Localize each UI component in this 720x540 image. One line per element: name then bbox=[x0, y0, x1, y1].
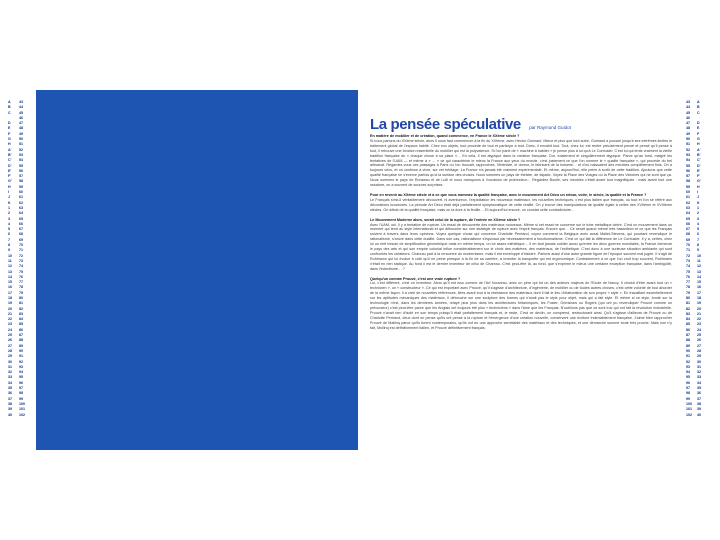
ruler-letter: 9 bbox=[8, 248, 10, 253]
article-body bbox=[370, 134, 672, 331]
ruler-letter: C' bbox=[8, 158, 12, 163]
ruler-num: 98 bbox=[19, 391, 23, 396]
ruler-letter: 6 bbox=[697, 232, 699, 237]
ruler-letter: C' bbox=[697, 158, 701, 163]
ruler-num: 53 bbox=[19, 152, 23, 157]
ruler-num: 95 bbox=[19, 375, 23, 380]
ruler-letter: 40 bbox=[8, 412, 12, 417]
ruler-num: 54 bbox=[686, 158, 690, 163]
ruler-letter: D' bbox=[697, 163, 701, 168]
ruler-num: 45 bbox=[686, 110, 690, 115]
ruler-num: 82 bbox=[19, 306, 23, 311]
ruler-letter: 32 bbox=[8, 370, 12, 375]
ruler-num: 74 bbox=[19, 264, 23, 269]
ruler-letter: 21 bbox=[8, 311, 12, 316]
ruler-letter: 7 bbox=[8, 237, 10, 242]
ruler-num: 43 bbox=[686, 100, 690, 104]
ruler-letter: H bbox=[697, 142, 700, 147]
ruler-letter: 34 bbox=[8, 380, 12, 385]
ruler-num: 70 bbox=[19, 243, 23, 248]
ruler-num: 78 bbox=[686, 285, 690, 290]
ruler-num: 80 bbox=[686, 295, 690, 300]
ruler-letter: 21 bbox=[697, 311, 701, 316]
ruler-letter: A' bbox=[697, 147, 701, 152]
ruler-num: 44 bbox=[686, 105, 690, 110]
ruler-num: 71 bbox=[19, 248, 23, 253]
ruler-num: 68 bbox=[686, 232, 690, 237]
ruler-num: 79 bbox=[19, 290, 23, 295]
ruler-num: 95 bbox=[686, 375, 690, 380]
ruler-num: 102 bbox=[19, 412, 25, 417]
ruler-letter: A' bbox=[8, 147, 12, 152]
ruler-num: 69 bbox=[19, 237, 23, 242]
ruler-num: 85 bbox=[19, 322, 23, 327]
ruler-letter: E bbox=[8, 126, 11, 131]
ruler-letter: 17 bbox=[8, 290, 12, 295]
ruler-letter: 27 bbox=[8, 343, 12, 348]
ruler-num: 58 bbox=[19, 179, 23, 184]
ruler-num: 66 bbox=[19, 221, 23, 226]
ruler-letter: 34 bbox=[697, 380, 701, 385]
ruler-num: 53 bbox=[686, 152, 690, 157]
ruler-num: 67 bbox=[19, 227, 23, 232]
ruler-letter: 26 bbox=[8, 338, 12, 343]
ruler-letter: 12 bbox=[8, 264, 12, 269]
ruler-num: 46 bbox=[686, 115, 690, 120]
ruler-num: 56 bbox=[19, 168, 23, 173]
ruler-num: 72 bbox=[19, 253, 23, 258]
section-question: Pour en revenir au XXème siècle et à ce que vous nommez la qualité française, avec le mouvement Art Déco un retour, voire, le siècle, la qualité et la France ? bbox=[370, 192, 647, 197]
ruler-letter: C bbox=[697, 110, 700, 115]
ruler-letter: 9 bbox=[697, 248, 699, 253]
ruler-num: 76 bbox=[686, 274, 690, 279]
ruler-letter: 11 bbox=[697, 258, 701, 263]
ruler-num: 101 bbox=[686, 407, 692, 412]
ruler-letter: I bbox=[8, 190, 9, 195]
ruler-letter: 20 bbox=[697, 306, 701, 311]
ruler-letter: 3 bbox=[8, 216, 10, 221]
ruler-num: 97 bbox=[686, 386, 690, 391]
ruler-letter: E' bbox=[8, 168, 12, 173]
ruler-letter: 4 bbox=[697, 221, 699, 226]
section-text: Lui, c'est différent, c'est un inventeur. Alors qu'il est issu comme de l'Art Nouveau, avec un père qui fut un des acteurs majeurs de l'Ecole de Nancy. Il choisit d'être avant tout un « technicien », un « constructeur ». Ce qui est important avec Prouvé, qu'il s'agisse d'architecture, d'ingénierie, de mobilier ou de toutes autres choses, c'est cette volonté de tout aborder de la même façon. Il a créé de nouvelles références, liées avant tout à la résistance des matériaux dont il fait le lieu d'élaboration de son propre « style ». En travaillant essentiellement sur les aptitudes mécaniques des matériaux, il débouche sur une sculpture des formes qui n'avait pas le style pour objet, mais qui a fait style. Et même si ce style, fondé sur la technologie n'est, dans les dernières années, relayé plus plus dans les architectures britanniques, les Foster, Grimshaw ou Rogers (qui ont pu revendiquer Prouvé comme un précurseur) c'est peut-être parce que les Anglais ont toujours été plus « techniciens » dans l'âme que les Français. N'oublions pas que ce sont eux qui ont fait la révolution industrielle. Prouvé n'avait rien d'isolé en son temps puisqu'il était parfaitement français et, le reste, C'est ce déclin, on comprend, restructurant ainsi. Qu'il s'agisse d'ailleurs de Prouvé ou de Charlotte Perriand, deux dont on pense qu'ils ont pensé à la rupture et l'émergence d'une création nouvelle, conservent une écriture indéniablement française. J'aime bien rapprocher Prouvé de Mallinq parce qu'ils furent contemporains, qu'ils ont eu une approche semblable des matériaux et des techniques, et une démarche somme toute très proche. Mais non n'y fait, Mollinq est définitivement italien, et Prouvé définitivement français. bbox=[370, 281, 672, 330]
ruler-num: 87 bbox=[19, 333, 23, 338]
ruler-letter: 35 bbox=[697, 386, 701, 391]
ruler-num: 99 bbox=[686, 396, 690, 401]
ruler-num: 89 bbox=[686, 343, 690, 348]
ruler-letter: 18 bbox=[8, 295, 12, 300]
ruler-letter: K bbox=[8, 200, 11, 205]
ruler-letter: 26 bbox=[697, 338, 701, 343]
ruler-num: 52 bbox=[19, 147, 23, 152]
ruler-num: 94 bbox=[19, 370, 23, 375]
ruler-letter: 35 bbox=[8, 386, 12, 391]
ruler-letter: 16 bbox=[697, 285, 701, 290]
ruler-letter: 25 bbox=[697, 333, 701, 338]
blue-color-panel bbox=[36, 90, 358, 450]
ruler-letter: 4 bbox=[8, 221, 10, 226]
ruler-num: 100 bbox=[686, 401, 692, 406]
ruler-letter: B bbox=[8, 105, 11, 110]
ruler-letter: E bbox=[697, 126, 700, 131]
ruler-letter: F' bbox=[697, 174, 701, 179]
ruler-letter: G' bbox=[8, 179, 12, 184]
ruler-letter: 15 bbox=[8, 280, 12, 285]
ruler-letter: 25 bbox=[8, 333, 12, 338]
ruler-letter: 29 bbox=[8, 354, 12, 359]
ruler-num: 93 bbox=[19, 364, 23, 369]
section-text: Si nous parlons du XXème siècle, alors il nous faut commencer à la fin du XIXème, avec Hector Guimard. Mieux et plus que tout autre, Guimard a poussé jusqu'à ses extrêmes limites le traitement global de l'espace habité. Chez eux objets, tout procède de tout et participe à tout. Donc, il envahit tout. Tout, chez lui, est rentre précisément pensé et pensé qu'il pense à tout, il retrouve une fonction essentielle du mobilier qui est la polyvalence. Si l'on parle de « machine à habiter » je pense plus à lui qu'à Le Corbusier. C'est lui qui tente vraiment la vieille tradition française du « chaque chose à sa place »… En cela, il est atypique dans la création française. Dur, totalement et singulièrement atypique. Parce qu'au fond, malgré les tentatives de l'UAM — et même à « … » ce qui caractérise le mieux la France aux yeux du monde, c'est justement ce que l'on nomme le « qualité française », qui procède du bel artisanat. Regardez-vous ces passages à Paris où l'on trouvait, rapprochés, l'ébéniste, le doreur, le fabricant de la boiserie… et d'où naissaient des meubles complètement finis. On a toujours vécu, et on continue à vivre, sur cet héritage. La France n'a jamais été vraiment expérimentale. Et même, aujourd'hui, elle peine à sortir de cette tradition. Ajoutons que cette qualité française ne s'exerce parfois qu'à la surface des choses. Nous sommes un pays de théâtre, de façade. Voyez la Place des Vosges ou la Place des Victoires qui ne sont que ça. Nous sommes le pays de Ronseau et de Lulli et nous manquons à l'occasion de profondeur… Regardez Boulle, ses meubles c'était avant tout magnifiques : mais avant tout une ossature, on a souvent de sources surprises. bbox=[370, 138, 672, 188]
ruler-num: 56 bbox=[686, 168, 690, 173]
ruler-num: 80 bbox=[19, 295, 23, 300]
ruler-num: 50 bbox=[19, 137, 23, 142]
ruler-num: 45 bbox=[19, 110, 23, 115]
ruler-num: 90 bbox=[686, 348, 690, 353]
ruler-num: 50 bbox=[686, 137, 690, 142]
ruler-letter: 3 bbox=[697, 216, 699, 221]
ruler-num: 63 bbox=[686, 205, 690, 210]
ruler-letter: 28 bbox=[697, 348, 701, 353]
ruler-letter: 10 bbox=[8, 253, 12, 258]
article-byline: par Raymond Guidot bbox=[529, 125, 571, 130]
ruler-num: 61 bbox=[19, 195, 23, 200]
ruler-num: 62 bbox=[19, 200, 23, 205]
ruler-num: 81 bbox=[686, 301, 690, 306]
article-header bbox=[370, 116, 670, 134]
ruler-letter: F bbox=[8, 131, 11, 136]
ruler-num: 83 bbox=[686, 311, 690, 316]
ruler-num: 55 bbox=[686, 163, 690, 168]
ruler-num: 74 bbox=[686, 264, 690, 269]
ruler-letter: F bbox=[697, 131, 700, 136]
ruler-num: 81 bbox=[19, 301, 23, 306]
ruler-num: 47 bbox=[19, 121, 23, 126]
ruler-num: 48 bbox=[19, 126, 23, 131]
section-question: Le Mouvement Moderne alors, serait celui de la rupture, de l'entrée en XXème siècle ? bbox=[370, 217, 521, 222]
ruler-letter: F' bbox=[8, 174, 12, 179]
ruler-letter: 1 bbox=[8, 205, 10, 210]
ruler-letter: 29 bbox=[697, 354, 701, 359]
ruler-num: 72 bbox=[686, 253, 690, 258]
ruler-letter: D bbox=[8, 121, 11, 126]
ruler-num: 75 bbox=[19, 269, 23, 274]
ruler-letter: 11 bbox=[8, 258, 12, 263]
ruler-letter: B bbox=[697, 105, 700, 110]
ruler-letter: E' bbox=[697, 168, 701, 173]
ruler-letter: H bbox=[8, 142, 11, 147]
ruler-letter: 18 bbox=[697, 295, 701, 300]
ruler-num: 63 bbox=[19, 205, 23, 210]
ruler-num: 65 bbox=[686, 216, 690, 221]
ruler-num: 51 bbox=[19, 142, 23, 147]
ruler-num: 48 bbox=[686, 126, 690, 131]
ruler-letter: 13 bbox=[8, 269, 12, 274]
ruler-letter: 17 bbox=[697, 290, 701, 295]
ruler-letter: 39 bbox=[697, 407, 701, 412]
ruler-letter: J bbox=[8, 195, 10, 200]
section-question: En matière de mobilier et de création, quand commence, en France le XXème siècle ? bbox=[370, 134, 520, 138]
ruler-letter: G bbox=[8, 137, 11, 142]
ruler-num: 92 bbox=[19, 359, 23, 364]
ruler-letter: 31 bbox=[697, 364, 701, 369]
ruler-letter: 32 bbox=[697, 370, 701, 375]
ruler-num: 87 bbox=[686, 333, 690, 338]
ruler-num: 47 bbox=[686, 121, 690, 126]
ruler-num: 66 bbox=[686, 221, 690, 226]
section-text: Avec l'UAM, oui, il y a tentative de rupture. Un essai de découverte des matériaux nouveaux. Même si cet essai ne concerne sur le tube métallique cintré. C'est un mouvement dans un moment qui tend au style international et qui débouche sur une stratégie de rupture avec l'esprit français. Encore que… Ce serait quand même très hasardeux et ce que les Français suivent à travers dans leurs opinions. Voyez quelque chose qui concerne Charlotte Perriand, voyez comment la Belgique avec aussi Mallet-Stevens, qui pourtant revendique le rationalisme, s'ancre dans cette dualité. Dans son cas, rationalisme s'équivaut par nécessairement à fonctionnalisme. C'est ce qui fait la différence de Le Corbusier. Il y a, certes, chez lui un réel besoin de simplification géométrique mais en même temps, un lot assez esthétique… Il en faut jamais oublier aussi qu'entre les deux guerres mondiales, la France demeure le pays des arts et qui son empire colonial influe considérablement sur le choix des matières, des matériaux, de l'esthétique. C'est donc à une curieuse situation ambiante qui sont confrontés les créateurs. Chareau part à la rencontre du modernisme, mais il est enveloppé d'histoire. Parlons aussi d'une autre grande figure de l'époque souvent mal jugée. Il s'agit de Ruhlmann qui lui évolue à côté qu'il ne peine presque à la fin de sa carrière, à inventer la banquette qui est ergonomique. Contrairement à ce que l'on croit trop souvent, Ruhlmann n'était en rien statique. Au fond il est le dernier inventeur de celui de Chareau. C'est peut-être là, au fond, que s'exprime le mieux une certaine exception française, dans l'ambiguïté, dans l'éclectisme… ? bbox=[370, 222, 672, 271]
ruler-num: 75 bbox=[686, 269, 690, 274]
article-title: La pensée spéculative bbox=[370, 116, 521, 133]
ruler-letter: 19 bbox=[8, 301, 12, 306]
ruler-letter: B' bbox=[697, 152, 701, 157]
ruler-num: 88 bbox=[19, 338, 23, 343]
ruler-num: 76 bbox=[19, 274, 23, 279]
ruler-num: 55 bbox=[19, 163, 23, 168]
ruler-num: 77 bbox=[686, 280, 690, 285]
ruler-num: 84 bbox=[686, 317, 690, 322]
ruler-num: 73 bbox=[19, 258, 23, 263]
ruler-letter: G bbox=[697, 137, 700, 142]
ruler-num: 96 bbox=[19, 380, 23, 385]
ruler-num: 62 bbox=[686, 200, 690, 205]
ruler-letter: B' bbox=[8, 152, 12, 157]
ruler-letter: I bbox=[697, 190, 698, 195]
ruler-letter: 19 bbox=[697, 301, 701, 306]
ruler-letter: 8 bbox=[697, 243, 699, 248]
ruler-letter: D bbox=[697, 121, 700, 126]
ruler-num: 93 bbox=[686, 364, 690, 369]
ruler-num: 98 bbox=[686, 391, 690, 396]
ruler-letter: 30 bbox=[8, 359, 12, 364]
ruler-letter: 24 bbox=[8, 327, 12, 332]
ruler-letter: 38 bbox=[8, 401, 12, 406]
ruler-letter: A bbox=[697, 100, 700, 104]
section-text: Le Français s'est-il véritablement découvert, ni aventureux, l'exploitation les nouveaux matériaux, les nouvelles techniques, c'est plus italien que français, ou tout et l'on se réfère aux décorations luxueuses. La période Art Déco était déjà parfaitement symptomatique de cette réalité. On y trouve des manipulations de qualité égale à celles des XVIIème et XVIIIème siècles. On débat de la qualité française, mais on la dore à la feuille… Et aujourd'hui encore, un constat cette contradictoire… bbox=[370, 197, 672, 212]
ruler-letter: 23 bbox=[697, 322, 701, 327]
ruler-row bbox=[686, 413, 701, 418]
ruler-num: 60 bbox=[19, 190, 23, 195]
ruler-letter: 14 bbox=[8, 274, 12, 279]
ruler-letter: 37 bbox=[8, 396, 12, 401]
ruler-num: 67 bbox=[686, 227, 690, 232]
ruler-letter: J bbox=[697, 195, 699, 200]
ruler-num: 43 bbox=[19, 100, 23, 104]
ruler-letter: 1 bbox=[697, 205, 699, 210]
ruler-letter: A bbox=[8, 100, 11, 104]
ruler-right bbox=[686, 100, 701, 418]
ruler-num: 82 bbox=[686, 306, 690, 311]
ruler-num: 57 bbox=[686, 174, 690, 179]
ruler-num: 70 bbox=[686, 243, 690, 248]
ruler-num: 64 bbox=[19, 211, 23, 216]
ruler-num: 96 bbox=[686, 380, 690, 385]
ruler-letter: 36 bbox=[8, 391, 12, 396]
ruler-letter: K bbox=[697, 200, 700, 205]
ruler-num: 91 bbox=[686, 354, 690, 359]
ruler-num: 73 bbox=[686, 258, 690, 263]
ruler-letter: 5 bbox=[697, 227, 699, 232]
ruler-letter: 2 bbox=[8, 211, 10, 216]
ruler-num: 89 bbox=[19, 343, 23, 348]
ruler-letter: 24 bbox=[697, 327, 701, 332]
ruler-num: 78 bbox=[19, 285, 23, 290]
ruler-letter: 37 bbox=[697, 396, 701, 401]
ruler-num: 92 bbox=[686, 359, 690, 364]
ruler-num: 84 bbox=[19, 317, 23, 322]
ruler-letter: 33 bbox=[8, 375, 12, 380]
ruler-num: 99 bbox=[19, 396, 23, 401]
ruler-num: 83 bbox=[19, 311, 23, 316]
ruler-num: 65 bbox=[19, 216, 23, 221]
ruler-letter: 6 bbox=[8, 232, 10, 237]
ruler-letter: D' bbox=[8, 163, 12, 168]
ruler-num: 46 bbox=[19, 115, 23, 120]
ruler-num: 49 bbox=[686, 131, 690, 136]
ruler-letter: 28 bbox=[8, 348, 12, 353]
ruler-letter: 8 bbox=[8, 243, 10, 248]
ruler-num: 86 bbox=[686, 327, 690, 332]
ruler-num: 102 bbox=[686, 412, 692, 417]
ruler-left bbox=[8, 100, 25, 418]
ruler-num: 68 bbox=[19, 232, 23, 237]
ruler-letter: 22 bbox=[697, 317, 701, 322]
ruler-letter: 7 bbox=[697, 237, 699, 242]
ruler-letter: 27 bbox=[697, 343, 701, 348]
ruler-letter: 14 bbox=[697, 274, 701, 279]
ruler-letter: 36 bbox=[697, 391, 701, 396]
ruler-num: 71 bbox=[686, 248, 690, 253]
ruler-num: 59 bbox=[686, 184, 690, 189]
ruler-num: 100 bbox=[19, 401, 25, 406]
ruler-num: 101 bbox=[19, 407, 25, 412]
ruler-num: 49 bbox=[19, 131, 23, 136]
ruler-letter: 10 bbox=[697, 253, 701, 258]
ruler-letter: 2 bbox=[697, 211, 699, 216]
ruler-letter: 12 bbox=[697, 264, 701, 269]
ruler-num: 85 bbox=[686, 322, 690, 327]
ruler-letter: 39 bbox=[8, 407, 12, 412]
ruler-num: 44 bbox=[19, 105, 23, 110]
ruler-num: 64 bbox=[686, 211, 690, 216]
ruler-letter: 5 bbox=[8, 227, 10, 232]
ruler-letter: 20 bbox=[8, 306, 12, 311]
ruler-num: 90 bbox=[19, 348, 23, 353]
ruler-num: 91 bbox=[19, 354, 23, 359]
ruler-letter: 22 bbox=[8, 317, 12, 322]
ruler-letter: 30 bbox=[697, 359, 701, 364]
ruler-num: 97 bbox=[19, 386, 23, 391]
ruler-num: 77 bbox=[19, 280, 23, 285]
ruler-letter: 23 bbox=[8, 322, 12, 327]
ruler-num: 94 bbox=[686, 370, 690, 375]
ruler-letter: 31 bbox=[8, 364, 12, 369]
ruler-num: 79 bbox=[686, 290, 690, 295]
ruler-num: 86 bbox=[19, 327, 23, 332]
ruler-num: 51 bbox=[686, 142, 690, 147]
ruler-num: 57 bbox=[19, 174, 23, 179]
ruler-letter: 16 bbox=[8, 285, 12, 290]
ruler-num: 54 bbox=[19, 158, 23, 163]
ruler-letter: H bbox=[697, 184, 700, 189]
ruler-letter: 33 bbox=[697, 375, 701, 380]
ruler-num: 60 bbox=[686, 190, 690, 195]
ruler-row bbox=[8, 413, 25, 418]
ruler-letter: G' bbox=[697, 179, 701, 184]
ruler-letter: 40 bbox=[697, 412, 701, 417]
ruler-num: 61 bbox=[686, 195, 690, 200]
ruler-num: 59 bbox=[19, 184, 23, 189]
ruler-letter: H bbox=[8, 184, 11, 189]
ruler-letter: 38 bbox=[697, 401, 701, 406]
ruler-letter: C bbox=[8, 110, 11, 115]
ruler-num: 52 bbox=[686, 147, 690, 152]
ruler-num: 69 bbox=[686, 237, 690, 242]
ruler-num: 58 bbox=[686, 179, 690, 184]
ruler-letter: 15 bbox=[697, 280, 701, 285]
section-question: Quelqu'un comme Prouvé, c'est une vraie rupture ? bbox=[370, 276, 461, 281]
ruler-num: 88 bbox=[686, 338, 690, 343]
ruler-letter: 13 bbox=[697, 269, 701, 274]
